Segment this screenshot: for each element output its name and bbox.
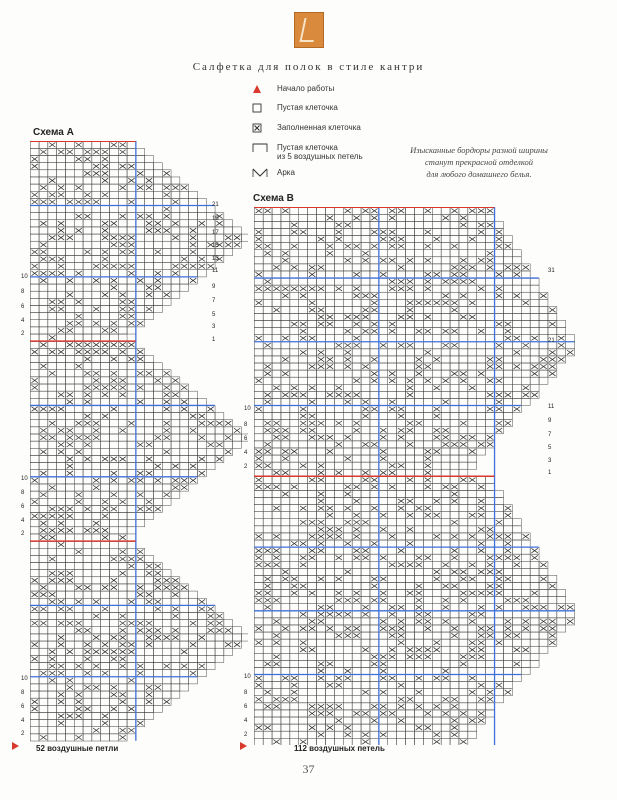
row-number: 2 [21,531,25,537]
row-number: 6 [21,704,25,710]
row-number: 2 [21,331,25,337]
caption-line: Изысканные бордюры разной ширины [410,145,548,155]
start-triangle-icon [252,84,262,94]
empty-cell-icon [252,103,262,113]
row-number: 17 [212,230,219,236]
row-number: 2 [244,464,248,470]
row-number: 3 [212,324,216,330]
row-number: 4 [21,518,25,524]
row-number: 9 [212,284,216,290]
row-number: 13 [212,256,219,262]
row-number: 10 [244,406,251,412]
row-number: 15 [212,243,219,249]
row-number: 6 [244,704,248,710]
row-number: 7 [548,432,552,438]
row-number: 8 [21,289,25,295]
row-number: 1 [212,337,216,343]
page-title: Салфетка для полок в стиле кантри [192,61,425,73]
row-number: 5 [548,445,552,451]
schema-a-footer: 52 воздушные петли [36,744,119,753]
row-number: 11 [548,404,555,410]
row-number: 4 [244,450,248,456]
row-number: 6 [21,504,25,510]
schema-b-title: Схема В [253,193,294,204]
row-number: 10 [21,476,28,482]
logo-icon [294,12,324,48]
caption [399,144,559,180]
row-number: 21 [212,202,219,208]
start-marker-b [240,742,247,750]
row-number: 8 [244,422,248,428]
caption-line: для любого домашнего белья. [426,169,532,179]
row-number: 10 [21,274,28,280]
row-number: 4 [21,318,25,324]
schema-a-title: Схема А [33,127,74,138]
page-number: 37 [302,762,315,776]
row-number: 2 [244,732,248,738]
row-number: 6 [244,436,248,442]
row-number: 8 [21,690,25,696]
row-number: 4 [21,718,25,724]
row-number: 3 [548,458,552,464]
start-marker-a [12,742,19,750]
legend-label-line1: Пустая клеточка [277,143,338,152]
legend-label: Начало работы [277,84,335,93]
schema-b-chart [254,207,586,745]
row-number: 11 [212,268,219,274]
row-number: 4 [244,718,248,724]
legend-label-line2: из 5 воздушных петель [277,152,363,161]
legend-label: Арка [277,168,295,177]
chain-cell-icon [252,143,268,153]
filled-cell-icon [252,123,262,133]
row-number: 10 [244,674,251,680]
row-number: 10 [21,676,28,682]
row-number: 21 [548,338,555,344]
row-number: 2 [21,731,25,737]
schema-b-footer: 112 воздушных петель [294,744,385,753]
caption-line: станут прекрасной отделкой [424,157,534,167]
legend-label: Заполненная клеточка [277,123,361,132]
row-number: 19 [212,216,219,222]
row-number: 5 [212,312,216,318]
row-number: 1 [548,470,552,476]
row-number: 7 [212,298,216,304]
legend-label: Пустая клеточка [277,103,338,112]
row-number: 9 [548,418,552,424]
row-number: 31 [548,268,555,274]
row-number: 6 [21,304,25,310]
arch-icon [252,168,268,178]
row-number: 8 [21,490,25,496]
row-number: 8 [244,690,248,696]
